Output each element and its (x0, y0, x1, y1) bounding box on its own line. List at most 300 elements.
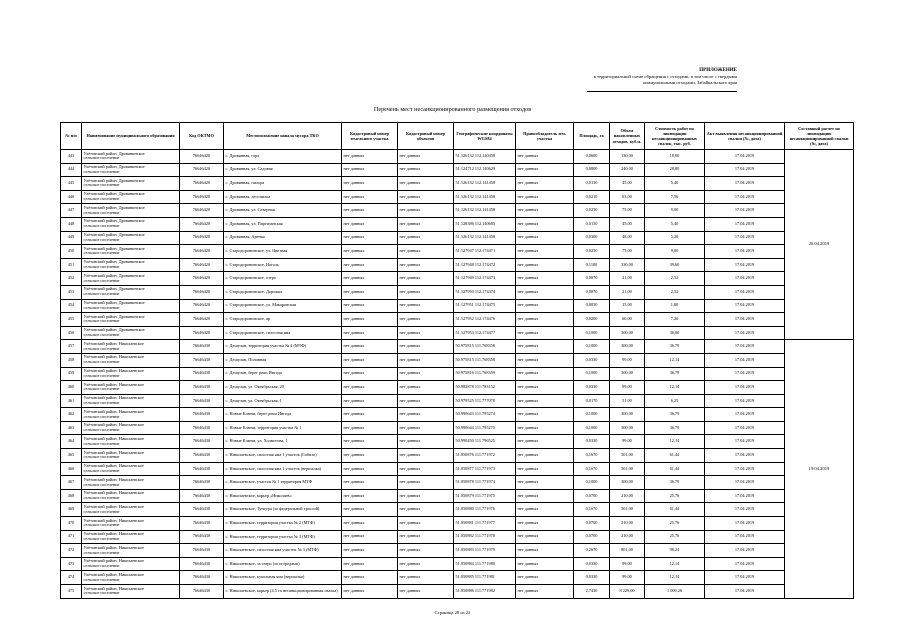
detection-act: 17.04.2019 (705, 517, 785, 531)
row-number: 458 (61, 353, 82, 367)
object-cadastral-number: нет данных (398, 435, 454, 449)
dump-location: с. Дровянная, гора (224, 150, 342, 164)
municipality-name-line: Улётовский район, Дровянинское (83, 245, 145, 251)
cleanup-cost: 36,79 (645, 340, 705, 354)
oktmo-code: 76646430 (180, 340, 224, 354)
coordinates: 51.127947 112.174471 (454, 245, 516, 259)
waste-volume: 300,00 (610, 408, 645, 422)
land-owner: нет данных (516, 272, 574, 286)
detection-act: 17.04.2019 (705, 394, 785, 408)
dump-location: с. Новые Ключи, ул. Холмогова, 1 (224, 435, 342, 449)
area-ha: 0,1000 (574, 367, 610, 381)
coordinates: 51.126132 112.140458 (454, 150, 516, 164)
object-cadastral-number: нет данных (398, 517, 454, 531)
municipality-name-line: Улётовский район, Дровянинское (83, 300, 145, 306)
dump-location: с. Дровянная, ул. Партизанская (224, 217, 342, 231)
land-owner: нет данных (516, 326, 574, 340)
land-owner: нет данных (516, 285, 574, 299)
coordinates: 51.050885 111.771981 (454, 571, 516, 585)
municipality-name-line: сельское поселение (83, 467, 120, 473)
table-row (61, 585, 854, 599)
oktmo-code: 76646430 (180, 462, 224, 476)
appendix-header (587, 68, 737, 92)
cleanup-cost: 39,60 (645, 258, 705, 272)
coordinates: 51.050884 111.771980 (454, 557, 516, 571)
land-owner: нет данных (516, 231, 574, 245)
land-owner: нет данных (516, 299, 574, 313)
table-row (61, 245, 854, 259)
land-cadastral-number: нет данных (342, 190, 398, 204)
row-number: 448 (61, 217, 82, 231)
table-row (61, 557, 854, 571)
detection-act: 17.04.2019 (705, 353, 785, 367)
appendix-line-2: коммунальными отходами, Забайкальского края (643, 80, 737, 85)
area-ha: 0,0070 (574, 285, 610, 299)
area-ha: 0,0070 (574, 272, 610, 286)
coordinates: 50.990450 111.796525 (454, 435, 516, 449)
land-cadastral-number: нет данных (342, 503, 398, 517)
municipality-name-line: сельское поселение (83, 495, 120, 501)
municipality-name (82, 217, 180, 231)
cleanup-cost: 5,40 (645, 217, 705, 231)
waste-volume: 75,00 (610, 245, 645, 259)
municipality-name-line: сельское поселение (83, 413, 120, 419)
municipality-name-line: сельское поселение (83, 168, 120, 174)
appendix-line-1: к территориальной схеме обращения с отходами, в том числе с твердыми (593, 74, 737, 79)
land-owner: нет данных (516, 394, 574, 408)
coordinates: 50.979525 111.777078 (454, 394, 516, 408)
object-cadastral-number: нет данных (398, 585, 454, 599)
row-number: 475 (61, 585, 82, 599)
municipality-name-line: Улётовский район, Николаевское (83, 544, 144, 550)
land-cadastral-number: нет данных (342, 571, 398, 585)
waste-volume: 801,00 (610, 544, 645, 558)
coordinates: 51.050877 111.771973 (454, 462, 516, 476)
municipality-name-line: сельское поселение (83, 549, 120, 555)
dump-location: с. Стародоронинское, ул. Цветная (224, 245, 342, 259)
cleanup-cost: 1 009,26 (645, 585, 705, 599)
land-owner: нет данных (516, 435, 574, 449)
cleanup-cost: 25,76 (645, 489, 705, 503)
waste-volume: 63,00 (610, 190, 645, 204)
municipality-name-line: сельское поселение (83, 386, 120, 392)
object-cadastral-number: нет данных (398, 557, 454, 571)
municipality-name-line: Улётовский район, Николаевское (83, 395, 144, 401)
land-cadastral-number: нет данных (342, 313, 398, 327)
dump-location: с. Стародоронинское, озеро (224, 272, 342, 286)
row-number: 443 (61, 150, 82, 164)
waste-volume: 300,00 (610, 340, 645, 354)
area-ha: 0,0250 (574, 204, 610, 218)
municipality-name-line: Улётовский район, Николаевское (83, 490, 144, 496)
row-number: 445 (61, 177, 82, 191)
municipality-name (82, 381, 180, 395)
municipality-name (82, 231, 180, 245)
dump-location: с. Николаевское, силосная яма 1 участок (вершалка) (224, 462, 342, 476)
land-owner: нет данных (516, 313, 574, 327)
municipality-name-line: сельское поселение (83, 291, 120, 297)
area-ha: 0,0700 (574, 489, 610, 503)
municipality-name-line: сельское поселение (83, 304, 120, 310)
oktmo-code: 76646420 (180, 204, 224, 218)
municipality-name-line: Улётовский район, Николаевское (83, 517, 144, 523)
table-row (61, 204, 854, 218)
waste-volume: 21,00 (610, 272, 645, 286)
land-cadastral-number: нет данных (342, 340, 398, 354)
land-cadastral-number: нет данных (342, 163, 398, 177)
cleanup-cost: 7,56 (645, 190, 705, 204)
land-cadastral-number: нет данных (342, 381, 398, 395)
cleanup-cost: 9,00 (645, 245, 705, 259)
municipality-name (82, 245, 180, 259)
cleanup-cost: 18,00 (645, 150, 705, 164)
land-cadastral-number: нет данных (342, 585, 398, 599)
table-row (61, 517, 854, 531)
municipality-name-line: сельское поселение (83, 264, 120, 270)
municipality-name (82, 462, 180, 476)
dump-location: с. Николаевское, территория участка № 3 (МТФ) (224, 530, 342, 544)
land-cadastral-number: нет данных (342, 517, 398, 531)
municipality-name-line: сельское поселение (83, 427, 120, 433)
table-row (61, 258, 854, 272)
appendix-divider (587, 91, 737, 92)
dump-location: с. Дровянная, ул. Северная (224, 204, 342, 218)
col-header-oktmo: Код ОКТМО (180, 123, 224, 150)
row-number: 456 (61, 326, 82, 340)
coordinates: 51.128386 112.140685 (454, 217, 516, 231)
municipality-name-line: сельское поселение (83, 399, 120, 405)
oktmo-code: 76646430 (180, 517, 224, 531)
area-ha: 0,0250 (574, 245, 610, 259)
area-ha: 0,0700 (574, 530, 610, 544)
land-owner: нет данных (516, 585, 574, 599)
oktmo-code: 76646430 (180, 503, 224, 517)
oktmo-code: 76646430 (180, 489, 224, 503)
land-owner: нет данных (516, 408, 574, 422)
area-ha: 0,0700 (574, 517, 610, 531)
detection-act: 17.04.2019 (705, 231, 785, 245)
row-number: 472 (61, 544, 82, 558)
area-ha: 0,0330 (574, 557, 610, 571)
dump-location: с. Новые Ключи, территория участка № 1 (224, 421, 342, 435)
table-row (61, 313, 854, 327)
row-number: 462 (61, 408, 82, 422)
row-number: 473 (61, 557, 82, 571)
land-cadastral-number: нет данных (342, 204, 398, 218)
land-owner: нет данных (516, 489, 574, 503)
municipality-name-line: Улётовский район, Дровянинское (83, 272, 145, 278)
waste-volume: 8 229,00 (610, 585, 645, 599)
municipality-name-line: Улётовский район, Николаевское (83, 558, 144, 564)
table-row (61, 462, 854, 476)
object-cadastral-number: нет данных (398, 530, 454, 544)
land-owner: нет данных (516, 462, 574, 476)
area-ha: 0,0330 (574, 381, 610, 395)
row-number: 464 (61, 435, 82, 449)
coordinates: 51.127948 112.174472 (454, 258, 516, 272)
area-ha: 0,1670 (574, 449, 610, 463)
object-cadastral-number: нет данных (398, 285, 454, 299)
municipality-name (82, 435, 180, 449)
area-ha: 0,0600 (574, 150, 610, 164)
coordinates: 50.990643 111.795274 (454, 408, 516, 422)
object-cadastral-number: нет данных (398, 503, 454, 517)
municipality-name (82, 557, 180, 571)
oktmo-code: 76646430 (180, 367, 224, 381)
area-ha: 0,1000 (574, 476, 610, 490)
table-row (61, 163, 854, 177)
detection-act: 17.04.2019 (705, 163, 785, 177)
land-cadastral-number: нет данных (342, 435, 398, 449)
municipality-name-line: сельское поселение (83, 576, 120, 582)
municipality-name (82, 408, 180, 422)
land-owner: нет данных (516, 381, 574, 395)
row-number: 466 (61, 462, 82, 476)
object-cadastral-number: нет данных (398, 258, 454, 272)
dump-location: с. Дешулан, берег реки Ингода (224, 367, 342, 381)
waste-volume: 99,00 (610, 435, 645, 449)
land-cadastral-number: нет данных (342, 285, 398, 299)
land-owner: нет данных (516, 340, 574, 354)
oktmo-code: 76646430 (180, 353, 224, 367)
land-owner: нет данных (516, 571, 574, 585)
area-ha: 0,0330 (574, 435, 610, 449)
land-owner: нет данных (516, 503, 574, 517)
land-owner: нет данных (516, 258, 574, 272)
row-number: 468 (61, 489, 82, 503)
col-header-cost: Стоимость работ по ликвидации несанкционированных свалок, тыс. руб. (645, 123, 705, 150)
oktmo-code: 76646420 (180, 258, 224, 272)
coordinates: 51.050876 111.771972 (454, 449, 516, 463)
area-ha: 0,2670 (574, 544, 610, 558)
oktmo-code: 76646420 (180, 163, 224, 177)
municipality-name-line: сельское поселение (83, 508, 120, 514)
area-ha: 0,0300 (574, 231, 610, 245)
row-number: 455 (61, 313, 82, 327)
municipality-name-line: Улётовский район, Николаевское (83, 449, 144, 455)
dump-location: с. Николаевское, Тунгура (за федеральной трассой) (224, 503, 342, 517)
page-title: Перечень мест несанкционированного размещения отходов (373, 106, 532, 113)
area-ha: 0,1100 (574, 258, 610, 272)
table-row (61, 408, 854, 422)
object-cadastral-number: нет данных (398, 190, 454, 204)
detection-act: 17.04.2019 (705, 381, 785, 395)
dump-location: с. Дровянная, лесопилка (224, 190, 342, 204)
municipality-name (82, 367, 180, 381)
cleanup-estimate: 19.04.2019 (785, 340, 854, 598)
table-row (61, 353, 854, 367)
dump-location: с. Дешулан, ул. Октябрьская, 20 (224, 381, 342, 395)
municipality-name (82, 299, 180, 313)
municipality-name-line: сельское поселение (83, 223, 120, 229)
detection-act: 17.04.2019 (705, 557, 785, 571)
object-cadastral-number: нет данных (398, 394, 454, 408)
detection-act: 17.04.2019 (705, 435, 785, 449)
row-number: 459 (61, 367, 82, 381)
oktmo-code: 76646430 (180, 571, 224, 585)
municipality-name-line: Улётовский район, Николаевское (83, 340, 144, 346)
cleanup-cost: 61,44 (645, 449, 705, 463)
area-ha: 2,7430 (574, 585, 610, 599)
municipality-name (82, 394, 180, 408)
cleanup-cost: 6,25 (645, 394, 705, 408)
detection-act: 17.04.2019 (705, 530, 785, 544)
cleanup-cost: 12,14 (645, 571, 705, 585)
dump-location: с. Стародоронинское, силосная яма (224, 326, 342, 340)
area-ha: 0,1670 (574, 462, 610, 476)
oktmo-code: 76646420 (180, 190, 224, 204)
municipality-name-line: Улётовский район, Николаевское (83, 476, 144, 482)
municipality-name (82, 476, 180, 490)
waste-volume: 300,00 (610, 367, 645, 381)
municipality-name-line: Улётовский район, Дровянинское (83, 218, 145, 224)
row-number: 452 (61, 272, 82, 286)
table-row (61, 190, 854, 204)
col-header-act: Акт выявления несанкционированной свалки (№, дата) (705, 123, 785, 150)
row-number: 461 (61, 394, 82, 408)
object-cadastral-number: нет данных (398, 204, 454, 218)
municipality-name-line: сельское поселение (83, 155, 120, 161)
municipality-name-line: сельское поселение (83, 454, 120, 460)
land-owner: нет данных (516, 530, 574, 544)
table-row (61, 177, 854, 191)
area-ha: 0,0210 (574, 190, 610, 204)
waste-volume: 48,00 (610, 231, 645, 245)
cleanup-cost: 36,00 (645, 326, 705, 340)
waste-volume: 99,00 (610, 557, 645, 571)
land-cadastral-number: нет данных (342, 462, 398, 476)
table-row (61, 231, 854, 245)
detection-act: 17.04.2019 (705, 217, 785, 231)
waste-volume: 21,00 (610, 285, 645, 299)
detection-act: 17.04.2019 (705, 272, 785, 286)
oktmo-code: 76646420 (180, 272, 224, 286)
land-cadastral-number: нет данных (342, 530, 398, 544)
land-owner: нет данных (516, 245, 574, 259)
waste-volume: 501,00 (610, 503, 645, 517)
detection-act: 17.04.2019 (705, 245, 785, 259)
oktmo-code: 76646420 (180, 313, 224, 327)
detection-act: 17.04.2019 (705, 476, 785, 490)
waste-volume: 330,00 (610, 258, 645, 272)
appendix-title: ПРИЛОЖЕНИЕ (699, 68, 737, 73)
cleanup-cost: 36,79 (645, 476, 705, 490)
row-number: 471 (61, 530, 82, 544)
object-cadastral-number: нет данных (398, 313, 454, 327)
coordinates: 51.050883 111.771979 (454, 544, 516, 558)
municipality-name (82, 449, 180, 463)
land-owner: нет данных (516, 190, 574, 204)
row-number: 460 (61, 381, 82, 395)
land-cadastral-number: нет данных (342, 326, 398, 340)
oktmo-code: 76646420 (180, 299, 224, 313)
page-footer: Страница 28 из 22 (434, 610, 471, 615)
municipality-name-line: сельское поселение (83, 481, 120, 487)
municipality-name (82, 204, 180, 218)
municipality-name-line: сельское поселение (83, 359, 120, 365)
municipality-name (82, 585, 180, 599)
detection-act: 17.04.2019 (705, 585, 785, 599)
land-cadastral-number: нет данных (342, 367, 398, 381)
col-header-calc: Составный расчет на ликвидацию несанкционированной свалки (№, дата) (785, 123, 854, 150)
dump-location: с. Стародоронинское, ул. Макаровская (224, 299, 342, 313)
municipality-name-line: Улётовский район, Дровянинское (83, 327, 145, 333)
object-cadastral-number: нет данных (398, 163, 454, 177)
row-number: 454 (61, 299, 82, 313)
municipality-name (82, 544, 180, 558)
object-cadastral-number: нет данных (398, 272, 454, 286)
municipality-name-line: сельское поселение (83, 563, 120, 569)
oktmo-code: 76646420 (180, 326, 224, 340)
land-cadastral-number: нет данных (342, 299, 398, 313)
coordinates: 51.127950 112.174474 (454, 285, 516, 299)
waste-volume: 210,00 (610, 517, 645, 531)
land-cadastral-number: нет данных (342, 557, 398, 571)
waste-volume: 45,00 (610, 177, 645, 191)
municipality-name (82, 258, 180, 272)
detection-act: 17.04.2019 (705, 177, 785, 191)
cleanup-cost: 2,52 (645, 285, 705, 299)
land-cadastral-number: нет данных (342, 353, 398, 367)
land-owner: нет данных (516, 517, 574, 531)
cleanup-cost: 12,14 (645, 381, 705, 395)
land-owner: нет данных (516, 421, 574, 435)
land-owner: нет данных (516, 544, 574, 558)
detection-act: 17.04.2019 (705, 204, 785, 218)
table-row (61, 326, 854, 340)
municipality-name-line: сельское поселение (83, 209, 120, 215)
col-header-coordinates: Географические координаты WGS84 (454, 123, 516, 150)
land-cadastral-number: нет данных (342, 394, 398, 408)
col-header-land-cadastral: Кадастровый номер земельного участка (342, 123, 398, 150)
municipality-name-line: Улётовский район, Николаевское (83, 408, 144, 414)
dump-location: с. Стародоронинское, Наголь (224, 258, 342, 272)
cleanup-cost: 25,76 (645, 517, 705, 531)
municipality-name (82, 503, 180, 517)
col-header-name: Наименование муниципального образования (82, 123, 180, 150)
area-ha: 0,0200 (574, 313, 610, 327)
waste-volume: 51,00 (610, 394, 645, 408)
row-number: 446 (61, 190, 82, 204)
land-cadastral-number: нет данных (342, 177, 398, 191)
municipality-name-line: Улётовский район, Дровянинское (83, 191, 145, 197)
table-row (61, 571, 854, 585)
dump-location: с. Дешулан, территория участка № 4 (МТФ) (224, 340, 342, 354)
municipality-name-line: Улётовский район, Николаевское (83, 422, 144, 428)
detection-act: 17.04.2019 (705, 326, 785, 340)
cleanup-cost: 61,44 (645, 462, 705, 476)
oktmo-code: 76646430 (180, 394, 224, 408)
municipality-name-line: Улётовский район, Николаевское (83, 585, 144, 591)
cleanup-cost: 36,79 (645, 408, 705, 422)
cleanup-cost: 1,80 (645, 299, 705, 313)
municipality-name (82, 272, 180, 286)
cleanup-cost: 36,79 (645, 421, 705, 435)
municipality-name (82, 421, 180, 435)
col-header-owner: Правообладатель зем. участка (516, 123, 574, 150)
coordinates: 51.050879 111.771975 (454, 489, 516, 503)
detection-act: 17.04.2019 (705, 190, 785, 204)
object-cadastral-number: нет данных (398, 544, 454, 558)
row-number: 474 (61, 571, 82, 585)
area-ha: 0,0050 (574, 299, 610, 313)
table-header-row (61, 123, 854, 150)
land-cadastral-number: нет данных (342, 217, 398, 231)
table-row (61, 503, 854, 517)
detection-act: 17.04.2019 (705, 408, 785, 422)
coordinates: 50.990644 111.795275 (454, 421, 516, 435)
oktmo-code: 76646430 (180, 544, 224, 558)
